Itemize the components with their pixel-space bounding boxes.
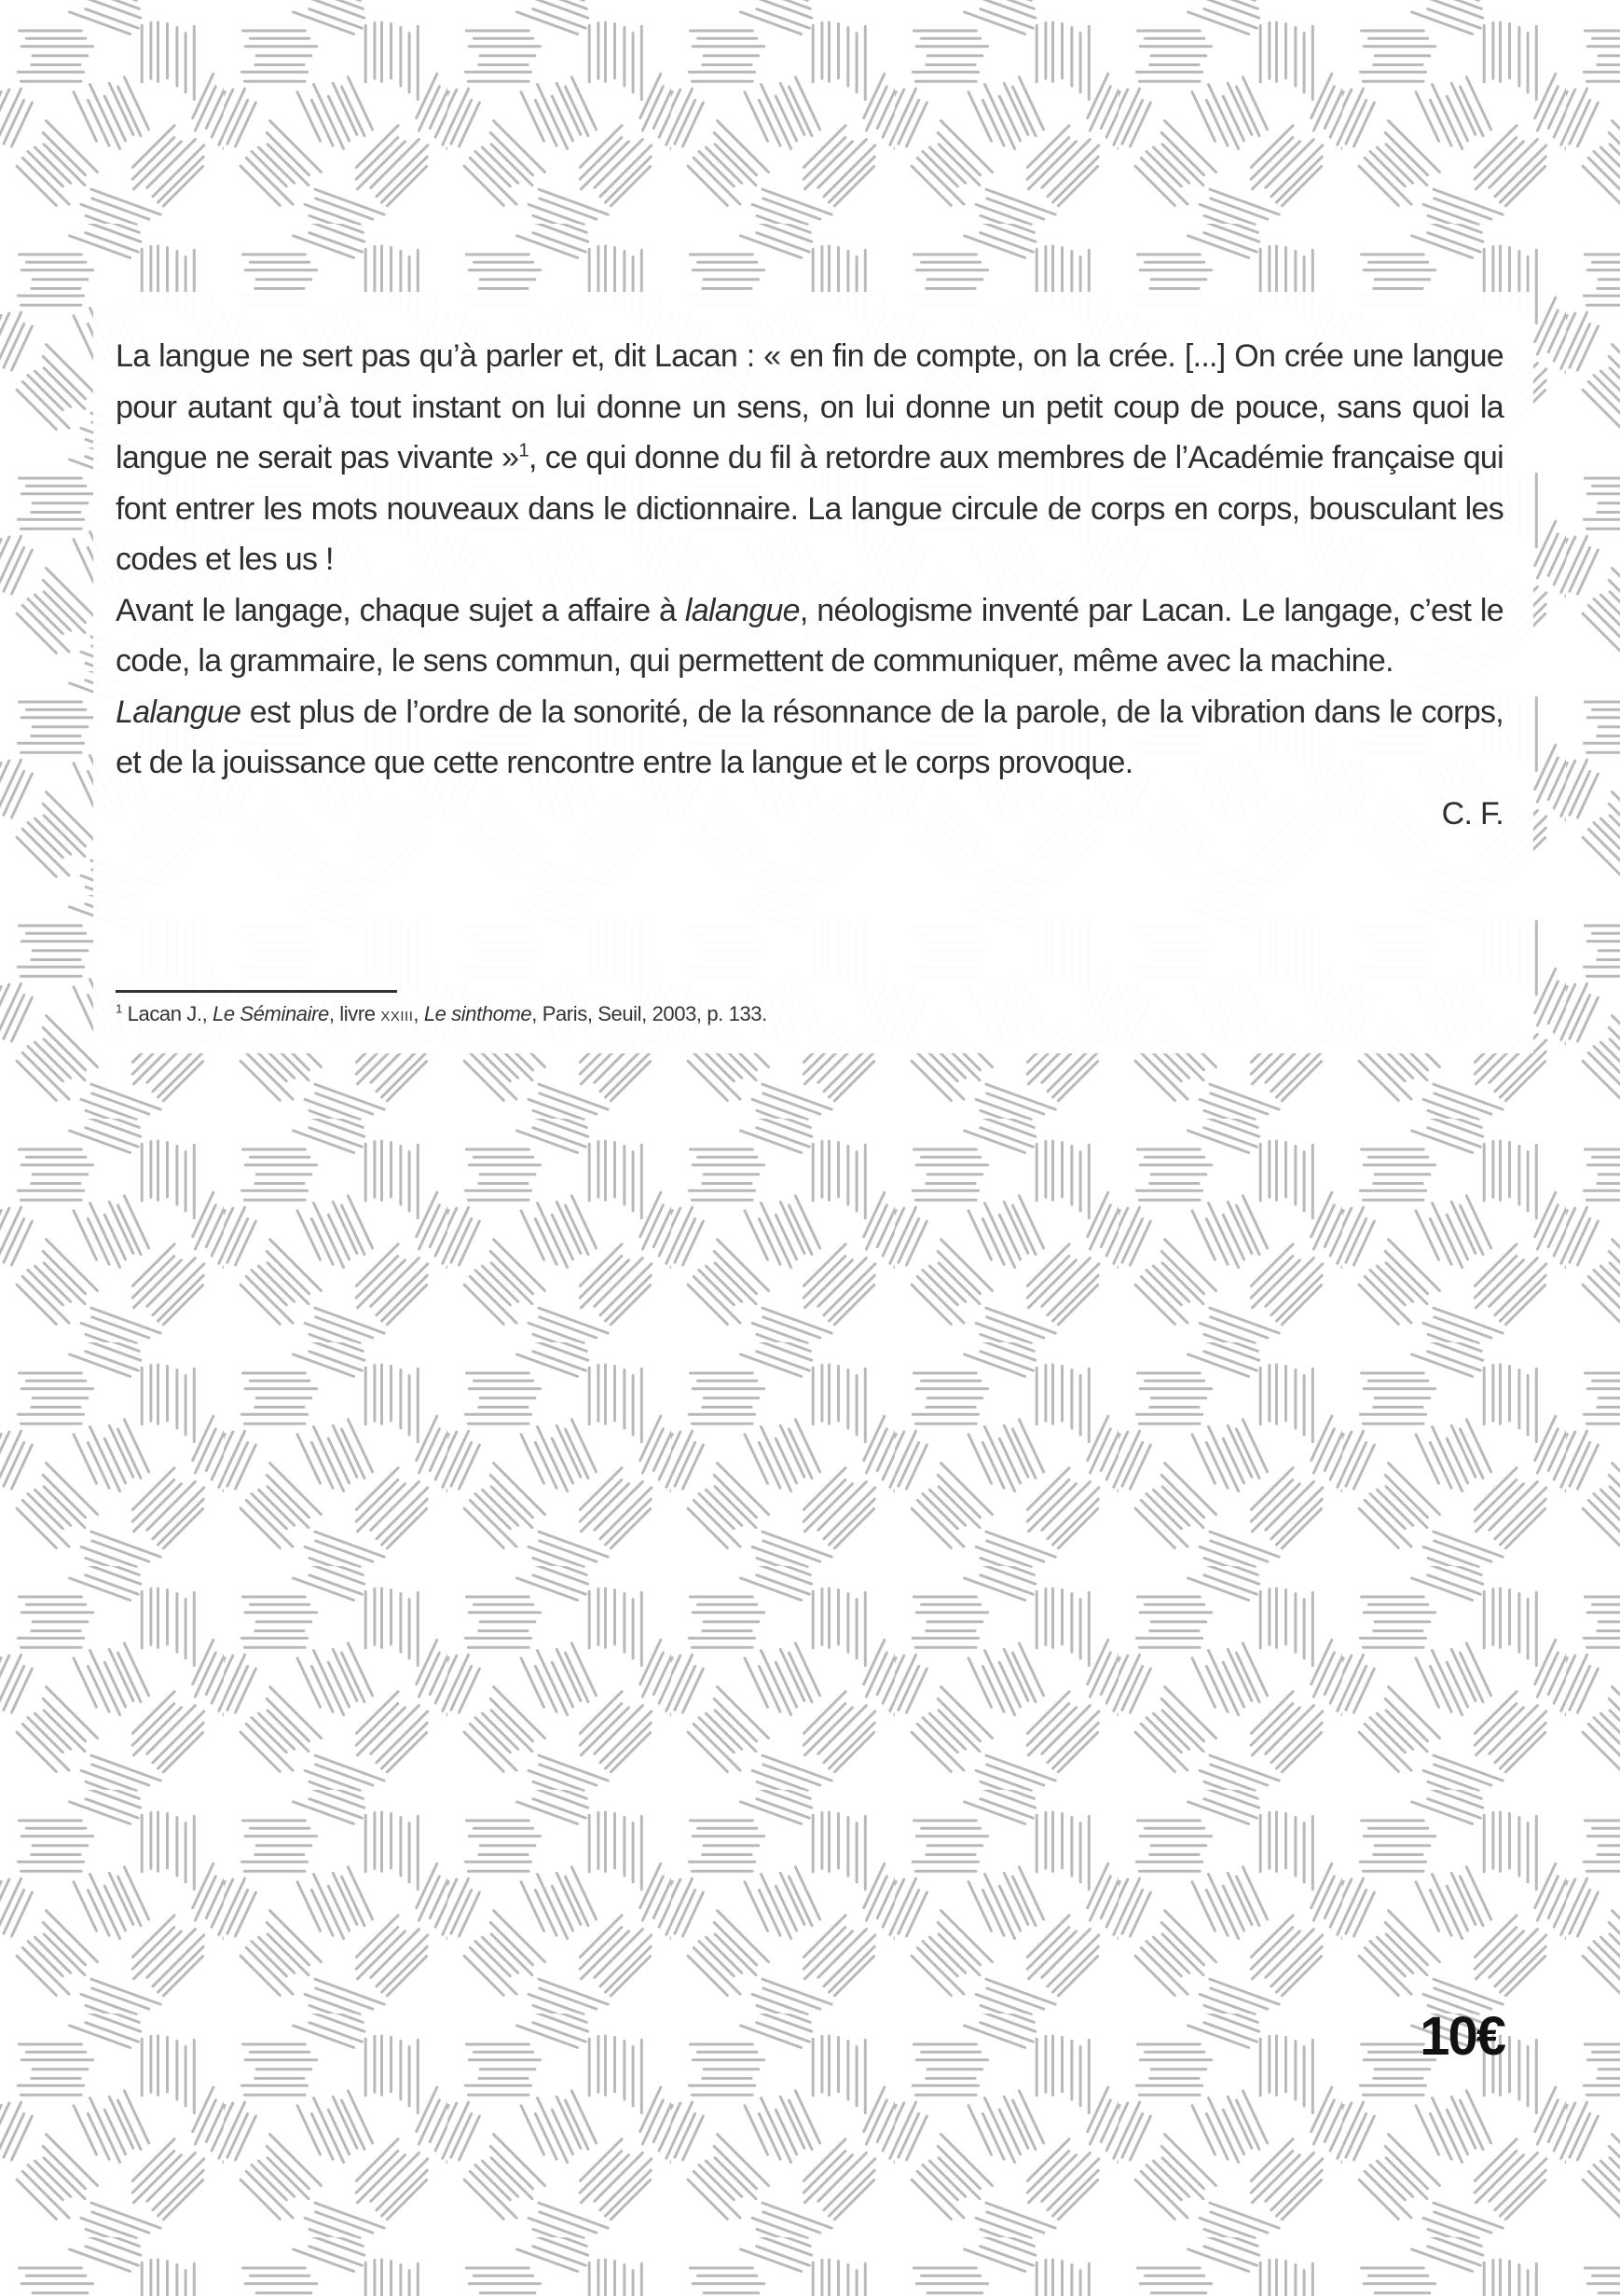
signature: C. F.	[1441, 795, 1503, 832]
footnote-divider	[116, 990, 397, 993]
footnote-ref: 1	[518, 440, 529, 461]
paragraph-3: Lalangue est plus de l’ordre de la sonorité, de la résonnance de la parole, de la vibration dans le corps, et de la jouissance que cette rencontre entre la langue et le corps provoque.	[116, 694, 1503, 780]
footnote-marker: 1	[116, 1001, 122, 1016]
footnote: $^1$ Lacan J., Le Séminaire, livre XXIII, Le sinthome, Paris, Seuil, 2003, p. 133.	[116, 1001, 767, 1025]
footnote-title: Le Séminaire	[213, 1002, 329, 1025]
term-lalangue-capital: Lalangue	[116, 694, 241, 730]
footnote-subtitle: Le sinthome	[423, 1002, 532, 1025]
paragraph-1: La langue ne sert pas qu’à parler et, dit Lacan : « en fin de compte, on la crée. [...] On crée une langue pour autant qu’à tout instant on lui donne un sens, on lui donne un petit coup de pouce, sans quoi la langue ne serait pas vivante »$^1$, ce qui donne du fil à retordre aux membres de l’Académie française qui font entrer les mots nouveaux dans le dictionnaire. La langue circule de corps en corps, bousculant les codes et les us !	[116, 338, 1503, 577]
price: 10€	[1420, 2006, 1504, 2067]
footnote-volume: XXIII	[380, 1009, 414, 1024]
main-text	[116, 331, 1503, 839]
paragraph-2: Avant le langage, chaque sujet a affaire à lalangue, néologisme inventé par Lacan. Le langage, c’est le code, la grammaire, le sens commun, qui permettent de communiquer, même avec la machine.	[116, 592, 1503, 679]
term-lalangue: lalangue	[684, 592, 800, 628]
